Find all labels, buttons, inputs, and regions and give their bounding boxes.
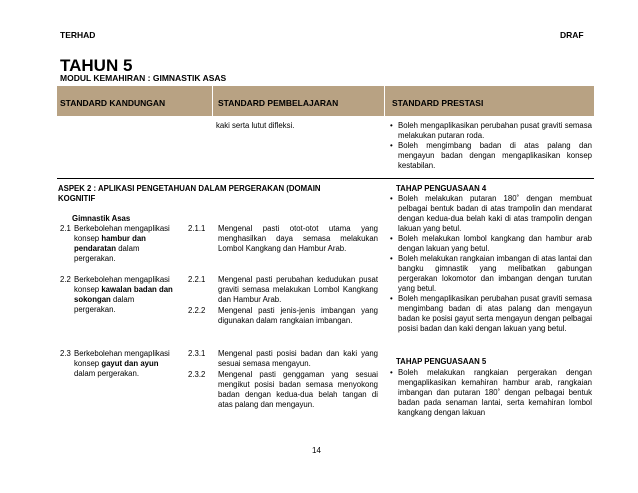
learning-code: 2.3.2 (188, 370, 206, 379)
learning-standard: Mengenal pasti perubahan kedudukan pusat graviti semasa melakukan Lombol Kangkang dan Hambur Arab. (218, 275, 378, 304)
learning-code: 2.2.2 (188, 306, 206, 315)
content-number: 2.3 (60, 349, 71, 358)
list-item: • Boleh mengaplikasikan perubahan pusat graviti semasa melakukan putaran roda. (390, 121, 592, 141)
content-standard-2-1: Berkebolehan mengaplikasi konsep hambur dan pendaratan dalam pergerakan. (74, 224, 170, 263)
list-item: • Boleh melakukan putaran 180˚ dengan membuat pelbagai bentuk badan di atas trampolin dan mendarat dengan kedua-dua belah kaki di atas trampolin dengan lakuan yang betul. (390, 194, 592, 234)
learning-standard: Mengenal pasti jenis-jenis imbangan yang digunakan dalam rangkaian imbangan. (218, 306, 378, 325)
header-separator (384, 86, 385, 116)
list-item: • Boleh mengimbang badan di atas palang dan mengayun badan dengan mengaplikasikan konsep kestabilan. (390, 141, 592, 171)
learning-standard: Mengenal pasti genggaman yang sesuai mengikut posisi badan semasa menyokong badan dengan kedua-dua belah tangan di atas palang dan mengayun. (218, 370, 378, 409)
content-number: 2.2 (60, 275, 71, 284)
content-standard-2-3: Berkebolehan mengaplikasi konsep gayut dan ayun dalam pergerakan. (74, 349, 170, 378)
module-subtitle: MODUL KEMAHIRAN : GIMNASTIK ASAS (60, 73, 227, 83)
list-item: • Boleh melakukan rangkaian imbangan di atas lantai dan bangku gimnastik yang melibatkan gabungan pergerakan lokomotor dan imbangan dengan turutan yang betul. (390, 254, 592, 294)
content-heading: Gimnastik Asas (72, 214, 131, 223)
continued-performance-list (390, 121, 592, 171)
column-header-pembelajaran: STANDARD PEMBELAJARAN (218, 98, 339, 108)
page-title: TAHUN 5 (60, 56, 133, 75)
level-4-heading: TAHAP PENGUASAAN 4 (396, 184, 487, 193)
row-divider (57, 178, 594, 179)
column-header-prestasi: STANDARD PRESTASI (392, 98, 484, 108)
list-item: • Boleh melakukan lombol kangkang dan hambur arab dengan lakuan yang betul. (390, 234, 592, 254)
learning-code: 2.2.1 (188, 275, 206, 284)
list-item: • Boleh mengaplikasikan perubahan pusat graviti semasa mengimbang badan di atas palang dan mengayun badan ke posisi gayut serta mengayun dengan pelbagai posisi badan dan kaki dengan lakuan yang betul. (390, 294, 592, 334)
learning-code: 2.3.1 (188, 349, 206, 358)
learning-standard: Mengenal pasti posisi badan dan kaki yang sesuai semasa mengayun. (218, 349, 378, 368)
level-4-list (390, 194, 592, 334)
learning-standard: Mengenal pasti otot-otot utama yang menghasilkan daya semasa melakukan Lombol Kangkang dan Hambur Arab. (218, 224, 378, 253)
content-number: 2.1 (60, 224, 71, 233)
continued-learning-text: kaki serta lutut difleksi. (216, 121, 295, 130)
header-restriction: TERHAD (60, 30, 96, 40)
header-separator (212, 86, 213, 116)
page-number: 14 (312, 446, 321, 455)
level-5-list (390, 368, 592, 418)
content-standard-2-2: Berkebolehan mengaplikasi konsep kawalan badan dan sokongan dalam pergerakan. (74, 275, 173, 314)
header-draft: DRAF (560, 30, 584, 40)
level-5-heading: TAHAP PENGUASAAN 5 (396, 357, 487, 366)
list-item: • Boleh melakukan rangkaian pergerakan dengan mengaplikasikan kemahiran hambur arab, rangkaian imbangan dan putaran 180˚ dengan pelbagai bentuk badan pada senaman lantai, serta kemahiran lombol kangkang dengan lakuan (390, 368, 592, 418)
aspect-heading: ASPEK 2 : APLIKASI PENGETAHUAN DALAM PERGERAKAN (DOMAIN KOGNITIF (58, 184, 321, 203)
column-header-kandungan: STANDARD KANDUNGAN (60, 98, 166, 108)
learning-code: 2.1.1 (188, 224, 206, 233)
